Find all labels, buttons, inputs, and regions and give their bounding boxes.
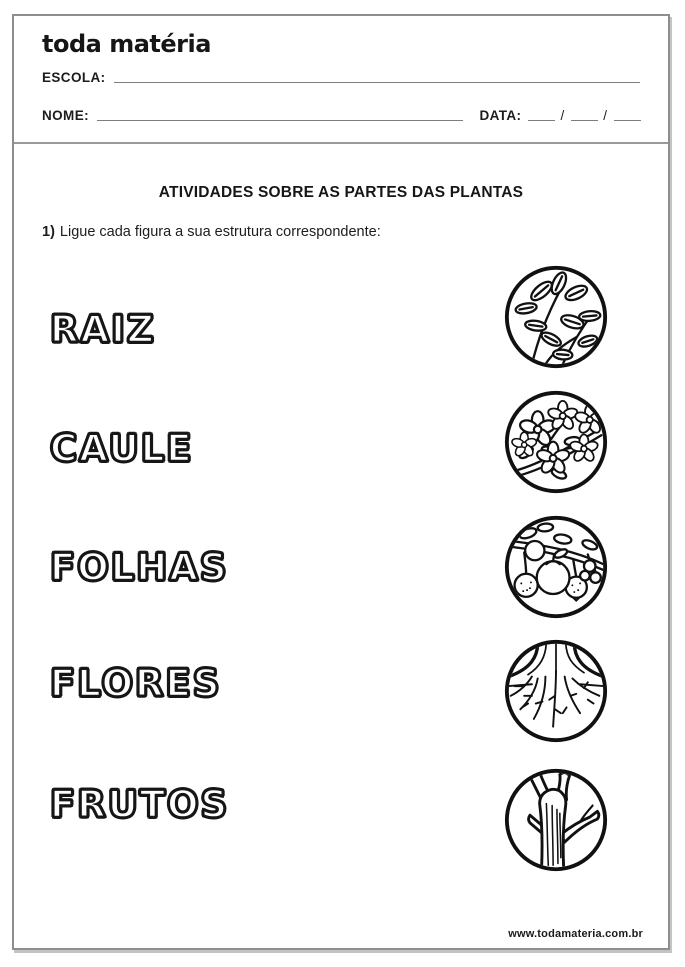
date-day-blank[interactable] xyxy=(528,119,555,121)
figure-roots[interactable] xyxy=(503,638,609,744)
tree-trunk-illustration xyxy=(503,767,609,873)
figure-fruits[interactable] xyxy=(503,514,609,620)
term-caule[interactable]: CAULE xyxy=(50,427,194,470)
date-separator: / xyxy=(603,108,607,123)
school-field-row xyxy=(42,70,646,86)
school-label: ESCOLA: xyxy=(42,70,106,85)
roots-illustration xyxy=(503,638,609,744)
website-url: www.todamateria.com.br xyxy=(508,928,643,940)
exercise-instruction xyxy=(42,224,381,240)
question-number: 1) xyxy=(42,224,55,240)
school-blank-line[interactable] xyxy=(114,81,640,83)
toda-materia-logo: toda matéria xyxy=(42,30,211,58)
figure-leaves[interactable] xyxy=(503,264,609,370)
term-flores[interactable]: FLORES xyxy=(50,662,222,705)
worksheet-title: ATIVIDADES SOBRE AS PARTES DAS PLANTAS xyxy=(158,184,524,201)
header-section xyxy=(14,16,668,144)
flower-branch-illustration xyxy=(503,389,609,495)
instruction-text: Ligue cada figura a sua estrutura correspondente: xyxy=(59,224,381,240)
leaves-illustration xyxy=(503,264,609,370)
figure-trunk[interactable] xyxy=(503,767,609,873)
term-folhas[interactable]: FOLHAS xyxy=(50,546,229,589)
date-month-blank[interactable] xyxy=(571,119,598,121)
term-frutos[interactable]: FRUTOS xyxy=(50,783,230,826)
name-label: NOME: xyxy=(42,108,89,123)
fruit-branch-illustration xyxy=(503,514,609,620)
date-year-blank[interactable] xyxy=(614,119,641,121)
date-group xyxy=(479,108,646,124)
date-label: DATA: xyxy=(479,108,522,123)
term-raiz[interactable]: RAIZ xyxy=(50,308,156,351)
name-blank-line[interactable] xyxy=(97,119,463,121)
date-separator: / xyxy=(560,108,565,123)
name-field-row xyxy=(42,108,646,124)
figure-flowers[interactable] xyxy=(503,389,609,495)
worksheet-page xyxy=(12,14,670,950)
